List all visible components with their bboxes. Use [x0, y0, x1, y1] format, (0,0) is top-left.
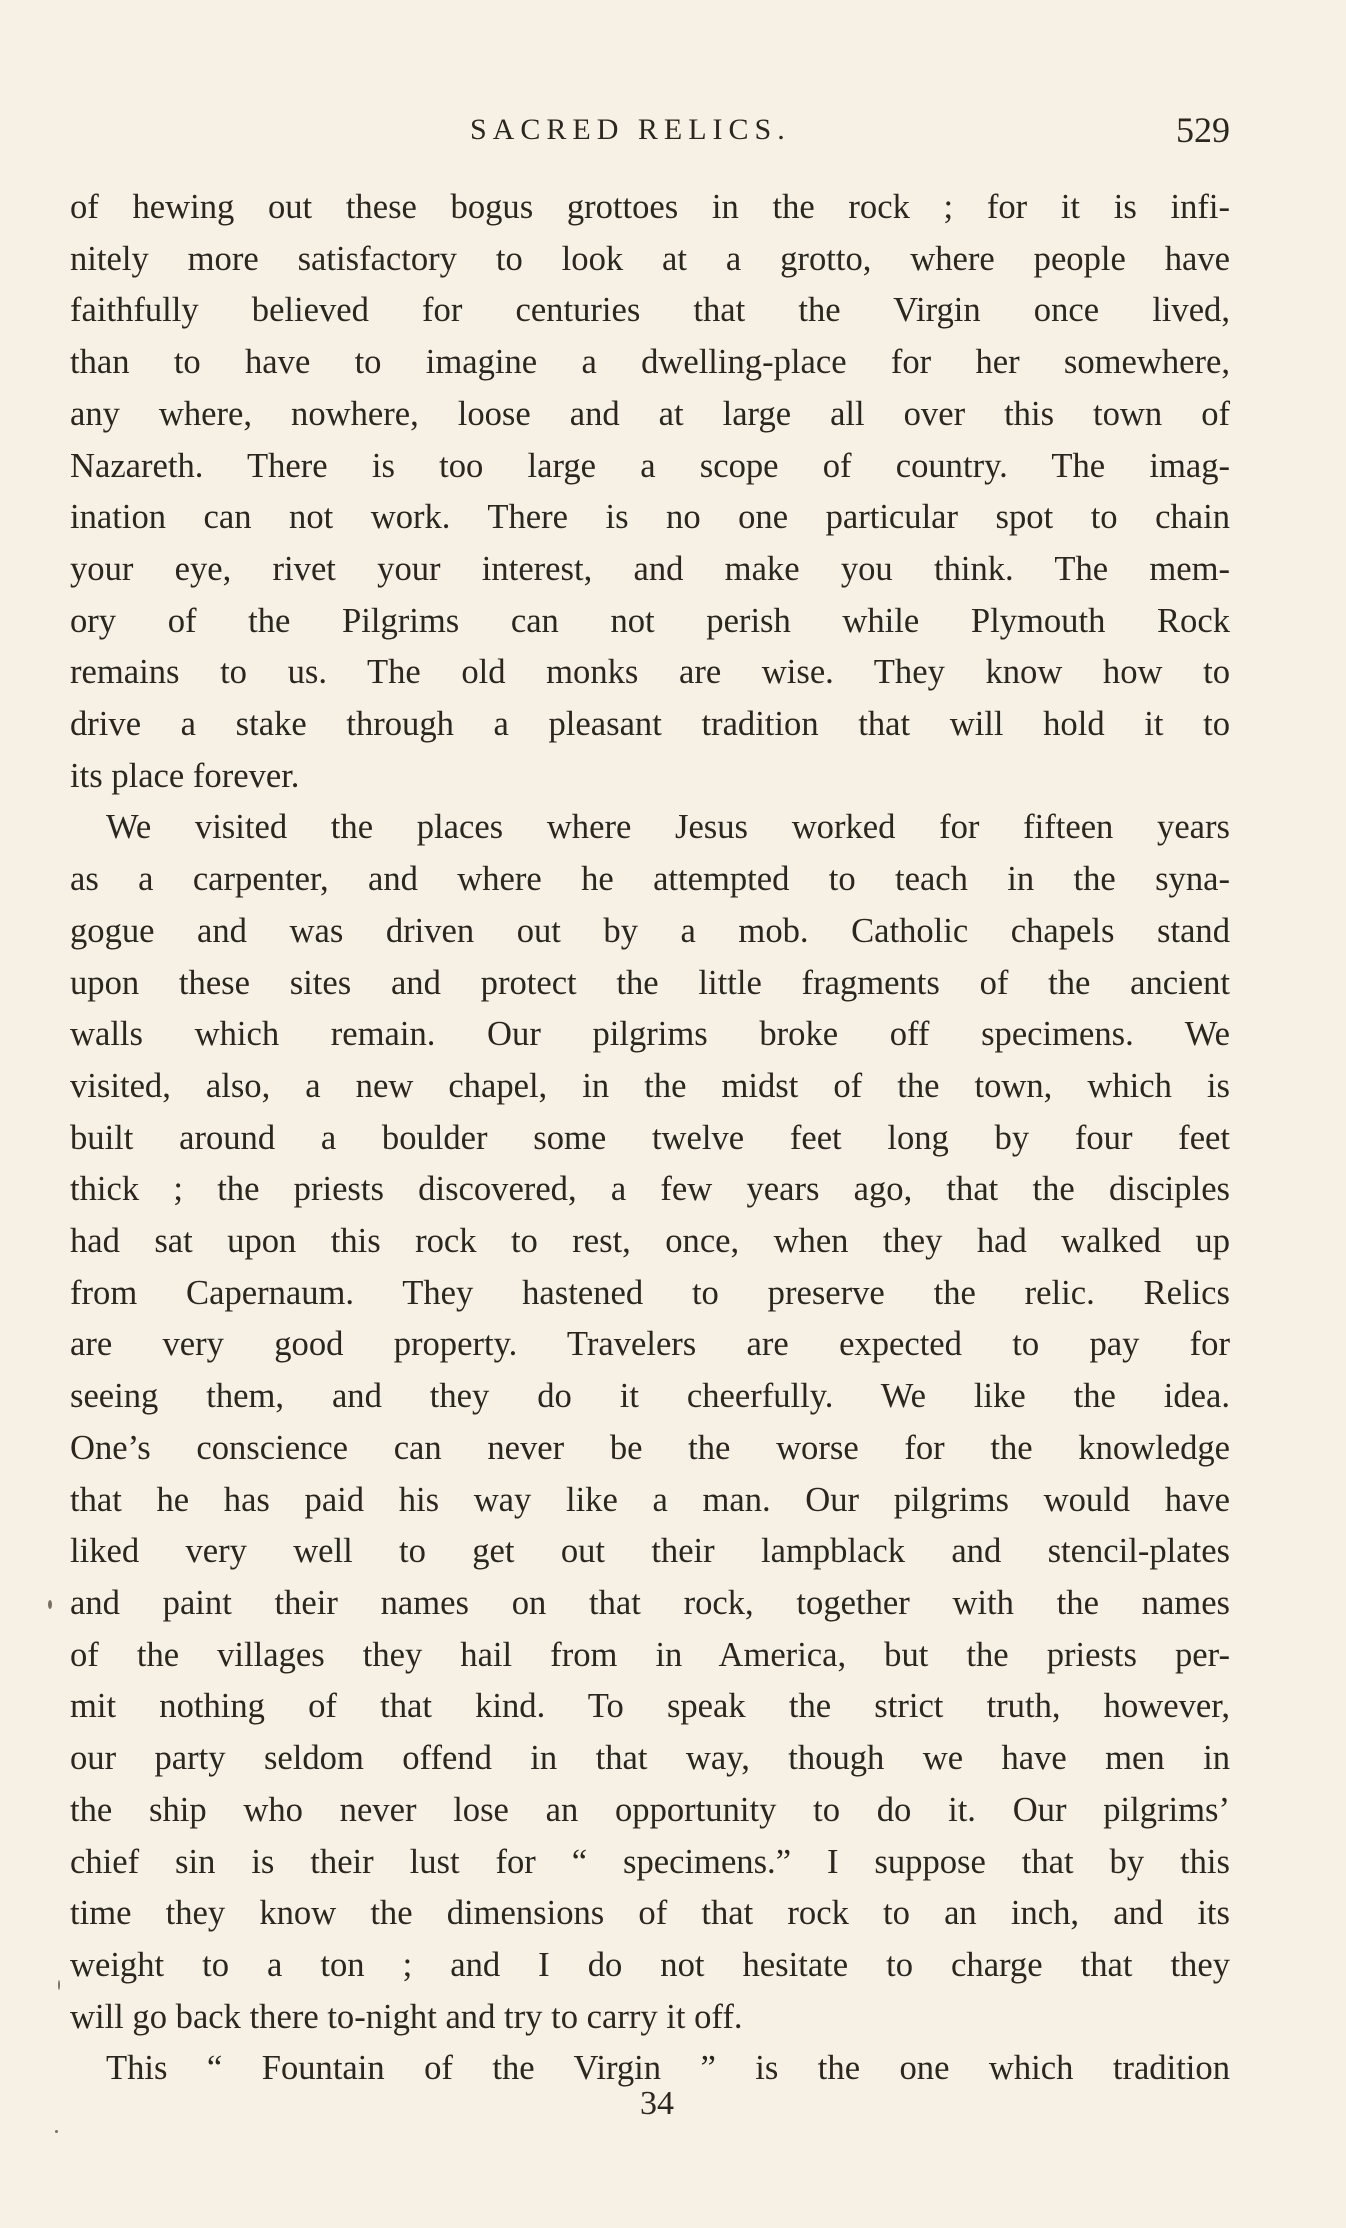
text-line: We visited the places where Jesus worked for fifteen years: [106, 808, 1230, 847]
text-line: faithfully believed for centuries that the Virgin once lived,: [70, 291, 1230, 330]
text-line: as a carpenter, and where he attempted to teach in the syna-: [70, 860, 1230, 899]
text-line: from Capernaum. They hastened to preserve the relic. Relics: [70, 1273, 1230, 1312]
text-line: any where, nowhere, loose and at large all over this town of: [70, 394, 1230, 433]
text-line: of hewing out these bogus grottoes in the rock ; for it is infi-: [70, 188, 1230, 226]
margin-speck: [58, 1980, 60, 1990]
margin-speck: [48, 1600, 52, 1609]
text-line: remains to us. The old monks are wise. They know how to: [70, 653, 1230, 692]
text-line: your eye, rivet your interest, and make you think. The mem-: [70, 549, 1230, 588]
text-line: liked very well to get out their lampblack and stencil-plates: [70, 1532, 1230, 1571]
text-line: had sat upon this rock to rest, once, when they had walked up: [70, 1222, 1230, 1261]
margin-speck: [55, 2130, 58, 2133]
text-line: One’s conscience can never be the worse for the knowledge: [70, 1428, 1230, 1467]
text-line: mit nothing of that kind. To speak the strict truth, however,: [70, 1687, 1230, 1726]
text-line: nitely more satisfactory to look at a grotto, where people have: [70, 239, 1230, 278]
text-line: than to have to imagine a dwelling-place for her somewhere,: [70, 343, 1230, 382]
text-line: walls which remain. Our pilgrims broke off specimens. We: [70, 1015, 1230, 1054]
body-text: [70, 182, 1230, 2095]
text-line: will go back there to-night and try to carry it off.: [70, 1997, 743, 2036]
text-line: that he has paid his way like a man. Our pilgrims would have: [70, 1480, 1230, 1519]
signature-number: 34: [640, 2085, 674, 2122]
text-line: weight to a ton ; and I do not hesitate to charge that they: [70, 1945, 1230, 1984]
text-line: the ship who never lose an opportunity to do it. Our pilgrims’: [70, 1790, 1230, 1829]
text-line: and paint their names on that rock, together with the names: [70, 1583, 1230, 1622]
text-line: Nazareth. There is too large a scope of country. The imag-: [70, 446, 1230, 485]
paragraph-2: [70, 802, 1230, 2043]
running-title: SACRED RELICS.: [470, 113, 791, 146]
text-line: chief sin is their lust for “ specimens.” I suppose that by this: [70, 1842, 1230, 1881]
running-head: [70, 108, 1230, 152]
paragraph-1: [70, 182, 1230, 802]
text-line: ination can not work. There is no one particular spot to chain: [70, 498, 1230, 537]
text-line: upon these sites and protect the little fragments of the ancient: [70, 963, 1230, 1002]
text-line: seeing them, and they do it cheerfully. We like the idea.: [70, 1377, 1230, 1416]
text-line: This “ Fountain of the Virgin ” is the one which tradition: [106, 2049, 1230, 2088]
page-number: 529: [1176, 110, 1230, 150]
text-line: our party seldom offend in that way, though we have men in: [70, 1739, 1230, 1778]
text-line: time they know the dimensions of that rock to an inch, and its: [70, 1894, 1230, 1933]
text-line: visited, also, a new chapel, in the midst of the town, which is: [70, 1066, 1230, 1105]
text-line: built around a boulder some twelve feet long by four feet: [70, 1118, 1230, 1157]
text-line: are very good property. Travelers are expected to pay for: [70, 1325, 1230, 1364]
text-line: gogue and was driven out by a mob. Catholic chapels stand: [70, 911, 1230, 950]
text-line: thick ; the priests discovered, a few years ago, that the disciples: [70, 1170, 1230, 1209]
text-line: of the villages they hail from in America, but the priests per-: [70, 1635, 1230, 1674]
text-line: its place forever.: [70, 756, 300, 795]
text-line: drive a stake through a pleasant tradition that will hold it to: [70, 705, 1230, 744]
signature-mark: [0, 2082, 1346, 2126]
text-line: ory of the Pilgrims can not perish while Plymouth Rock: [70, 601, 1230, 640]
